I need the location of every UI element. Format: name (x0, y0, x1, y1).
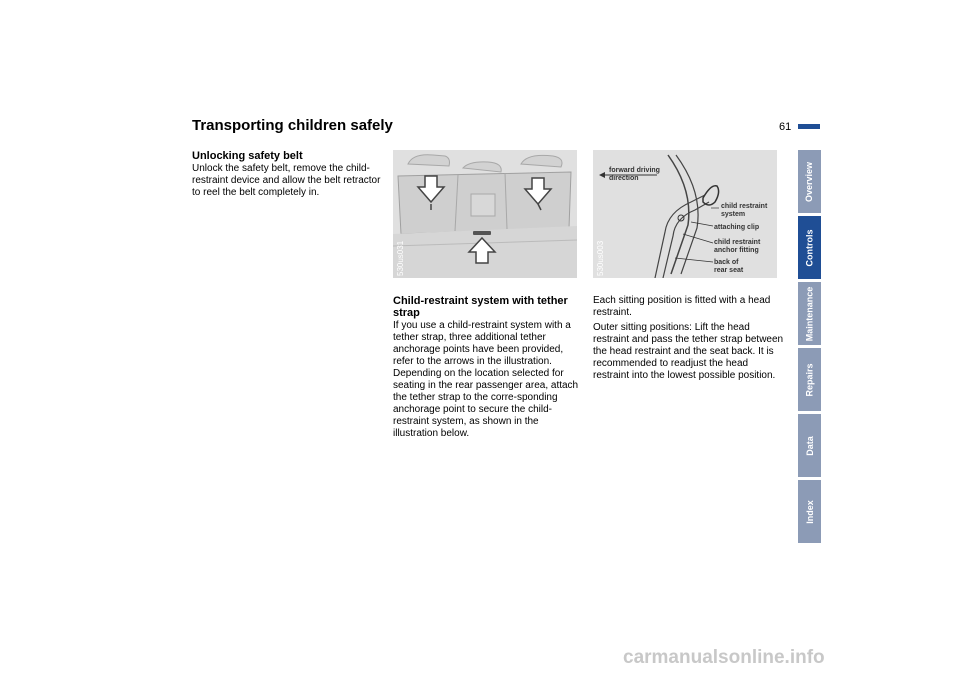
side-tabs (798, 150, 821, 546)
label-anchor-fitting: child restraint anchor fitting (714, 239, 761, 254)
watermark: carmanualsonline.info (623, 647, 825, 668)
tab-data[interactable]: Data (798, 414, 821, 477)
figure-code: 530us003 (596, 240, 605, 276)
label-direction: forward driving direction (609, 167, 660, 182)
section-heading-unlocking: Unlocking safety belt (192, 150, 303, 162)
figure-code: 530us031 (396, 240, 405, 276)
section-text-tether: If you use a child-restraint system with a tether strap, three additional tether anchorage points have been provided, refer to the arrows in the illustration. Depending on the location selected for seating in the rear passenger area, attach the tether strap to the corre-sponding anchorage point to secure the child-restraint system, as shown in the illustration below. (393, 320, 579, 439)
tab-index[interactable]: Index (798, 480, 821, 543)
page-marker (798, 124, 820, 129)
section-text-unlocking: Unlock the safety belt, remove the child-restraint device and allow the belt retractor to reel the belt completely in. (192, 163, 381, 198)
tab-repairs[interactable]: Repairs (798, 348, 821, 411)
tab-controls[interactable]: Controls (798, 216, 821, 279)
rear-seat-illustration (393, 150, 577, 278)
label-attaching-clip: attaching clip (714, 224, 760, 231)
label-back-of-seat: back of rear seat (714, 259, 744, 274)
tab-overview[interactable]: Overview (798, 150, 821, 213)
tether-strap-illustration (593, 150, 777, 278)
head-restraint-text: Each sitting position is fitted with a head restraint. (593, 295, 771, 318)
tab-maintenance[interactable]: Maintenance (798, 282, 821, 345)
label-child-restraint: child restraint system (721, 203, 768, 218)
outer-positions-text: Outer sitting positions: Lift the head restraint and pass the tether strap between the head restraint and the seat back. It is recommended to readjust the head restraint into the lowest possible position. (593, 322, 784, 381)
section-heading-tether: Child-restraint system with tether strap (393, 295, 568, 319)
page-title: Transporting children safely (192, 117, 393, 134)
page-number: 61 (779, 121, 792, 133)
